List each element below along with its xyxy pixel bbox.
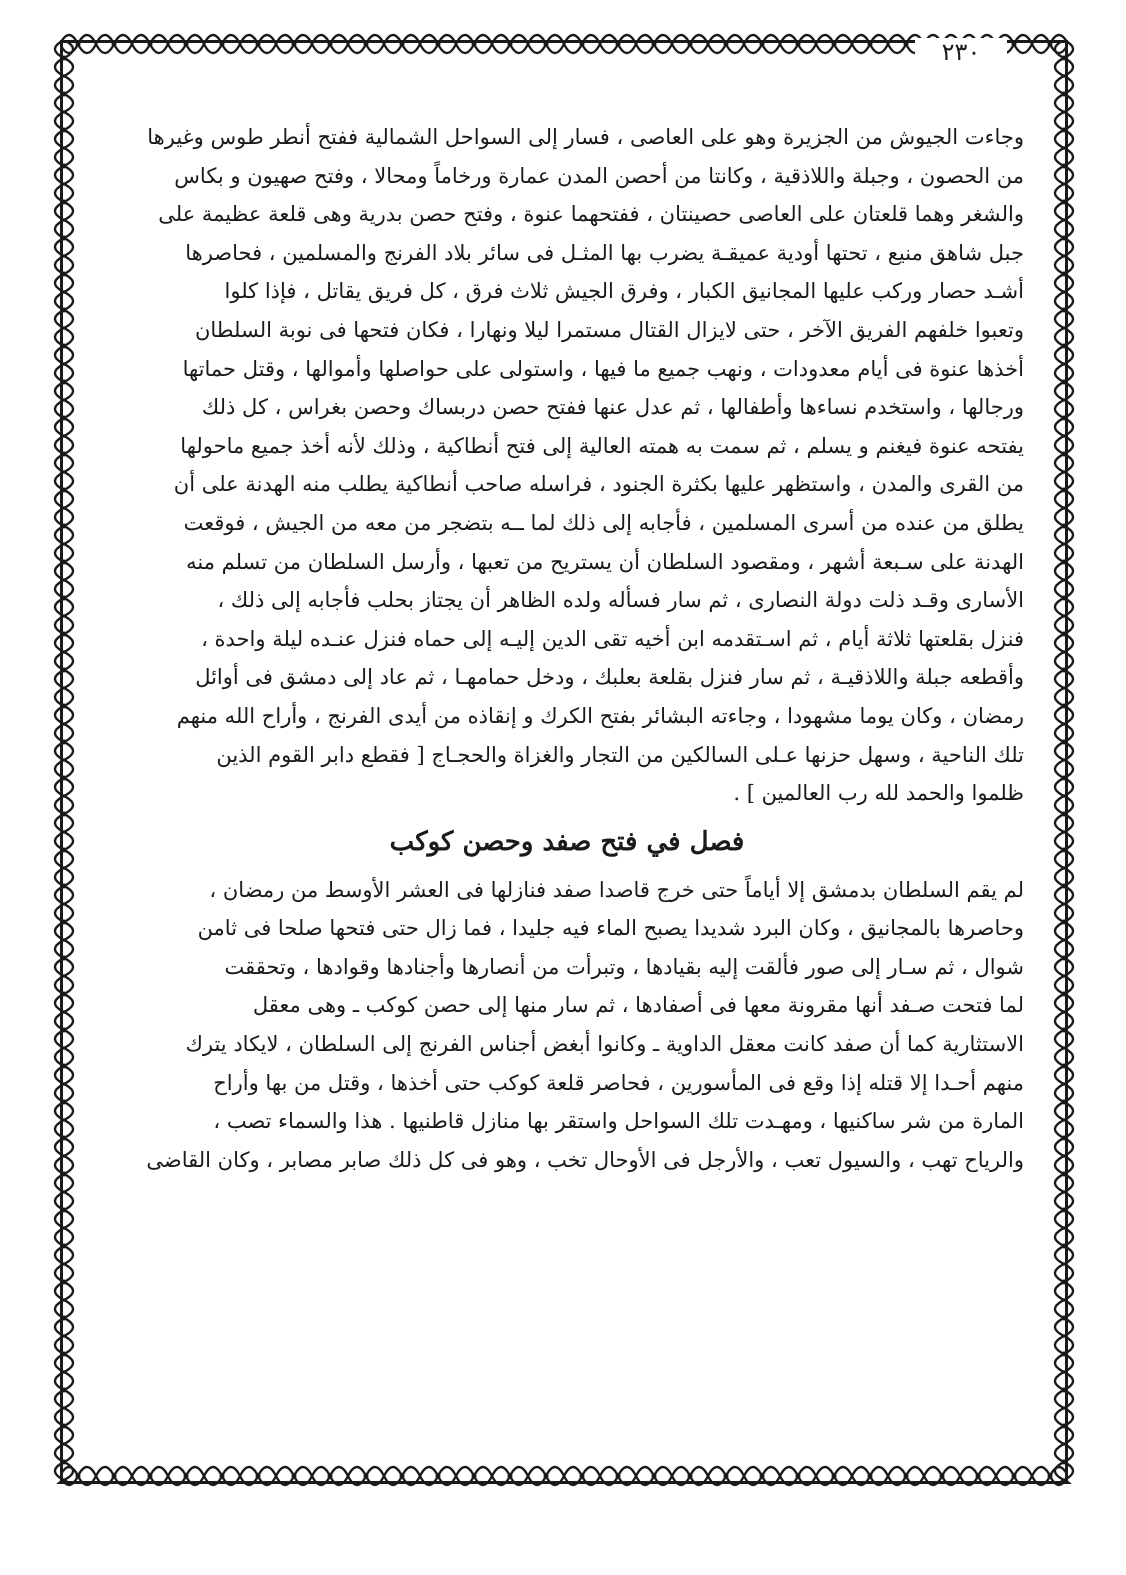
text-line: ظلموا والحمد لله رب العالمين ] . (733, 781, 1024, 806)
text-line: رمضان ، وكان يوما مشهودا ، وجاءته البشائر بفتح الكرك و إنقاذه من أيدى الفرنج ، وأراح الله منهم (176, 703, 1024, 728)
text-line: أخذها عنوة فى أيام معدودات ، ونهب جميع ما فيها ، واستولى على حواصلها وأموالها ، وقتل حماتها (182, 356, 1024, 381)
text-line: وجاءت الجيوش من الجزيرة وهو على العاصى ، فسار إلى السواحل الشمالية ففتح أنطر طوس وغيرها (147, 125, 1024, 149)
text-line: والرياح تهب ، والسيول تعب ، والأرجل فى الأوحال تخب ، وهو فى كل ذلك صابر مصابر ، وكان القاضى (146, 1147, 1024, 1172)
text-line: جبل شاهق منيع ، تحتها أودية عميقـة يضرب بها المثـل فى سائر بلاد الفرنج والمسلمين ، فحاصرها (185, 240, 1024, 265)
text-line: والشغر وهما قلعتان على العاصى حصينتان ، ففتحهما عنوة ، وفتح حصن بدرية وهى قلعة عظيمة على (158, 202, 1024, 227)
page-number: ٢٣٠ (915, 38, 1007, 66)
text-line: من القرى والمدن ، واستظهر عليها بكثرة الجنود ، فراسله صاحب أنطاكية يطلب منه الهدنة على أن (173, 472, 1024, 497)
text-line: فنزل بقلعتها ثلاثة أيام ، ثم اسـتقدمه ابن أخيه تقى الدين إليـه إلى حماه فنزل عنـده ليلة واحدة ، (201, 626, 1024, 651)
text-line: من الحصون ، وجبلة واللاذقية ، وكانتا من أحصن المدن عمارة ورخاماً ومحالا ، وفتح صهيون و بكاس (174, 163, 1024, 188)
text-line: منهم أحـدا إلا قتله إذا وقع فى المأسورين ، فحاصر قلعة كوكب حتى أخذها ، وقتل من بها وأراح (213, 1070, 1024, 1095)
ornamental-border-bottom (60, 1462, 1068, 1490)
text-line: المارة من شر ساكنيها ، ومهـدت تلك السواحل واستقر بها منازل قاطنيها . هذا والسماء تصب ، (213, 1109, 1024, 1134)
text-line: الأسارى وقـد ذلت دولة النصارى ، ثم سار فسأله ولده الظاهر أن يجتاز بحلب فأجابه إلى ذلك ، (217, 588, 1024, 613)
ornamental-border-right (1050, 40, 1078, 1484)
text-line: يفتحه عنوة فيغنم و يسلم ، ثم سمت به همته العالية إلى فتح أنطاكية ، وذلك لأنه أخذ جميع ماحولها (180, 433, 1024, 458)
page-body (110, 118, 1024, 1179)
text-line: وتعبوا خلفهم الفريق الآخر ، حتى لايزال القتال مستمرا ليلا ونهارا ، فكان فتحها فى نوبة السلطان (194, 317, 1024, 342)
text-line: وحاصرها بالمجانيق ، وكان البرد شديدا يصبح الماء فيه جليدا ، فما زال حتى فتحها صلحا فى ثامن (197, 916, 1024, 941)
text-line: لما فتحت صـفد أنها مقرونة معها فى أصفادها ، ثم سار منها إلى حصن كوكب ـ وهى معقل (252, 993, 1024, 1018)
text-line: شوال ، ثم سـار إلى صور فألقت إليه بقيادها ، وتبرأت من أنصارها وأجنادها وقوادها ، وتحققت (224, 954, 1024, 979)
text-line: الاستثارية كما أن صفد كانت معقل الداوية ـ وكانوا أبغض أجناس الفرنج إلى السلطان ، لايكاد يترك (185, 1032, 1024, 1057)
text-line: لم يقم السلطان بدمشق إلا أياماً حتى خرج قاصدا صفد فنازلها فى العشر الأوسط من رمضان ، (209, 877, 1024, 902)
text-line: ورجالها ، واستخدم نساءها وأطفالها ، ثم عدل عنها ففتح حصن دربساك وحصن بغراس ، كل ذلك (201, 395, 1024, 420)
text-line: يطلق من عنده من أسرى المسلمين ، فأجابه إلى ذلك لما ــه بتضجر من معه من الجيش ، فوقعت (183, 510, 1024, 535)
text-line: وأقطعه جبلة واللاذقيـة ، ثم سار فنزل بقلعة بعلبك ، ودخل حمامهـا ، ثم عاد إلى دمشق فى أوائل (195, 665, 1024, 690)
text-line: أشـد حصار وركب عليها المجانيق الكبار ، وفرق الجيش ثلاث فرق ، كل فريق يقاتل ، فإذا كلوا (224, 279, 1024, 304)
text-line: تلك الناحية ، وسهل حزنها عـلى السالكين من التجار والغزاة والحجـاج [ فقطع دابر القوم الذين (216, 742, 1024, 767)
section-heading: فصل في فتح صفد وحصن كوكب (389, 826, 745, 857)
ornamental-border-left (50, 40, 78, 1484)
text-line: الهدنة على سـبعة أشهر ، ومقصود السلطان أن يستريح من تعبها ، وأرسل السلطان من تسلم منه (186, 549, 1024, 574)
